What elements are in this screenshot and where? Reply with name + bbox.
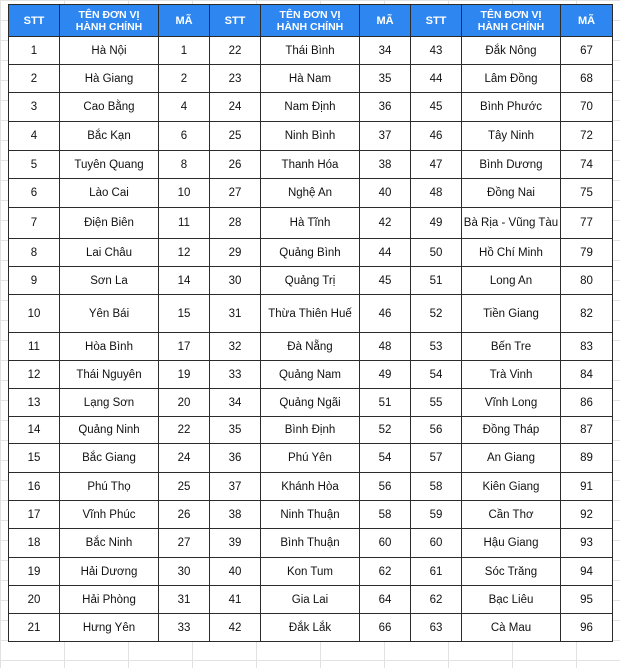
unit-name-cell: Quảng Nam (261, 361, 360, 389)
code-cell: 83 (561, 333, 613, 361)
stt-cell: 2 (9, 65, 60, 93)
stt-cell: 36 (210, 444, 261, 473)
table-row (9, 37, 613, 65)
table-row (9, 558, 613, 586)
table-row (9, 501, 613, 529)
header-unit-name-line1: TÊN ĐƠN VỊ (279, 8, 341, 21)
stt-cell: 6 (9, 179, 60, 208)
stt-cell: 44 (411, 65, 462, 93)
stt-cell: 60 (411, 529, 462, 558)
code-cell: 8 (159, 151, 210, 179)
code-cell: 77 (561, 208, 613, 239)
table-row (9, 295, 613, 333)
stt-cell: 30 (210, 267, 261, 295)
code-cell: 15 (159, 295, 210, 333)
code-cell: 34 (360, 37, 411, 65)
unit-name-cell: Hậu Giang (462, 529, 561, 558)
stt-cell: 17 (9, 501, 60, 529)
code-cell: 58 (360, 501, 411, 529)
stt-cell: 54 (411, 361, 462, 389)
unit-name-cell: Bắc Giang (60, 444, 159, 473)
table-row (9, 529, 613, 558)
table-row (9, 473, 613, 501)
unit-name-cell: Phú Thọ (60, 473, 159, 501)
stt-cell: 11 (9, 333, 60, 361)
stt-cell: 24 (210, 93, 261, 122)
unit-name-cell: Quảng Ninh (60, 417, 159, 444)
unit-name-cell: Long An (462, 267, 561, 295)
code-cell: 12 (159, 239, 210, 267)
code-cell: 75 (561, 179, 613, 208)
unit-name-cell: Hà Tĩnh (261, 208, 360, 239)
unit-name-cell: Nam Định (261, 93, 360, 122)
stt-cell: 19 (9, 558, 60, 586)
table-row (9, 444, 613, 473)
unit-name-cell: Bình Dương (462, 151, 561, 179)
unit-name-cell: Hà Nam (261, 65, 360, 93)
stt-cell: 49 (411, 208, 462, 239)
stt-cell: 3 (9, 93, 60, 122)
stt-cell: 45 (411, 93, 462, 122)
code-cell: 30 (159, 558, 210, 586)
unit-name-cell: Thanh Hóa (261, 151, 360, 179)
unit-name-cell: Lạng Sơn (60, 389, 159, 417)
stt-cell: 10 (9, 295, 60, 333)
stt-cell: 48 (411, 179, 462, 208)
code-cell: 84 (561, 361, 613, 389)
unit-name-cell: Ninh Thuận (261, 501, 360, 529)
table-row (9, 93, 613, 122)
unit-name-cell: Khánh Hòa (261, 473, 360, 501)
unit-name-cell: Trà Vinh (462, 361, 561, 389)
code-cell: 96 (561, 614, 613, 642)
header-unit-name-line2: HÀNH CHÍNH (276, 20, 344, 33)
header-stt: STT (210, 5, 261, 37)
stt-cell: 62 (411, 586, 462, 614)
code-cell: 70 (561, 93, 613, 122)
table-row (9, 586, 613, 614)
unit-name-cell: Tiền Giang (462, 295, 561, 333)
stt-cell: 55 (411, 389, 462, 417)
code-cell: 11 (159, 208, 210, 239)
code-cell: 1 (159, 37, 210, 65)
code-cell: 91 (561, 473, 613, 501)
stt-cell: 32 (210, 333, 261, 361)
unit-name-cell: Cần Thơ (462, 501, 561, 529)
stt-cell: 43 (411, 37, 462, 65)
code-cell: 80 (561, 267, 613, 295)
code-cell: 94 (561, 558, 613, 586)
stt-cell: 8 (9, 239, 60, 267)
unit-name-cell: Thái Bình (261, 37, 360, 65)
table-row (9, 208, 613, 239)
stt-cell: 23 (210, 65, 261, 93)
unit-name-cell: Hải Dương (60, 558, 159, 586)
stt-cell: 38 (210, 501, 261, 529)
code-cell: 48 (360, 333, 411, 361)
code-cell: 25 (159, 473, 210, 501)
code-cell: 38 (360, 151, 411, 179)
unit-name-cell: Sơn La (60, 267, 159, 295)
stt-cell: 5 (9, 151, 60, 179)
unit-name-cell: Sóc Trăng (462, 558, 561, 586)
code-cell: 68 (561, 65, 613, 93)
stt-cell: 18 (9, 529, 60, 558)
unit-name-cell: Tuyên Quang (60, 151, 159, 179)
code-cell: 52 (360, 417, 411, 444)
code-cell: 89 (561, 444, 613, 473)
unit-name-cell: Bình Phước (462, 93, 561, 122)
stt-cell: 58 (411, 473, 462, 501)
unit-name-cell: Hưng Yên (60, 614, 159, 642)
table-row (9, 361, 613, 389)
unit-name-cell: Hà Giang (60, 65, 159, 93)
stt-cell: 34 (210, 389, 261, 417)
table-row (9, 65, 613, 93)
table-row (9, 179, 613, 208)
code-cell: 74 (561, 151, 613, 179)
unit-name-cell: Vĩnh Long (462, 389, 561, 417)
stt-cell: 28 (210, 208, 261, 239)
unit-name-cell: Phú Yên (261, 444, 360, 473)
header-code: MÃ (159, 5, 210, 37)
table-body (9, 37, 613, 642)
unit-name-cell: Đà Nẵng (261, 333, 360, 361)
header-unit-name-line2: HÀNH CHÍNH (75, 20, 143, 33)
province-code-table (8, 4, 613, 642)
table-row (9, 267, 613, 295)
code-cell: 87 (561, 417, 613, 444)
stt-cell: 57 (411, 444, 462, 473)
code-cell: 33 (159, 614, 210, 642)
code-cell: 36 (360, 93, 411, 122)
header-unit-name (60, 5, 159, 37)
stt-cell: 14 (9, 417, 60, 444)
code-cell: 60 (360, 529, 411, 558)
stt-cell: 21 (9, 614, 60, 642)
unit-name-cell: Nghệ An (261, 179, 360, 208)
stt-cell: 33 (210, 361, 261, 389)
unit-name-cell: Thừa Thiên Huế (261, 295, 360, 333)
code-cell: 46 (360, 295, 411, 333)
code-cell: 10 (159, 179, 210, 208)
header-unit-name-line1: TÊN ĐƠN VỊ (480, 8, 542, 21)
unit-name-cell: Vĩnh Phúc (60, 501, 159, 529)
table-row (9, 614, 613, 642)
code-cell: 93 (561, 529, 613, 558)
unit-name-cell: Ninh Bình (261, 122, 360, 151)
stt-cell: 40 (210, 558, 261, 586)
unit-name-cell: Bà Rịa - Vũng Tàu (462, 208, 561, 239)
unit-name-cell: Tây Ninh (462, 122, 561, 151)
unit-name-cell: Hải Phòng (60, 586, 159, 614)
stt-cell: 56 (411, 417, 462, 444)
stt-cell: 4 (9, 122, 60, 151)
code-cell: 17 (159, 333, 210, 361)
code-cell: 79 (561, 239, 613, 267)
stt-cell: 15 (9, 444, 60, 473)
unit-name-cell: Bến Tre (462, 333, 561, 361)
code-cell: 4 (159, 93, 210, 122)
header-unit-name (261, 5, 360, 37)
code-cell: 35 (360, 65, 411, 93)
code-cell: 92 (561, 501, 613, 529)
code-cell: 64 (360, 586, 411, 614)
unit-name-cell: Bình Định (261, 417, 360, 444)
header-code: MÃ (561, 5, 613, 37)
unit-name-cell: Đắk Lắk (261, 614, 360, 642)
code-cell: 19 (159, 361, 210, 389)
stt-cell: 31 (210, 295, 261, 333)
stt-cell: 7 (9, 208, 60, 239)
stt-cell: 37 (210, 473, 261, 501)
stt-cell: 63 (411, 614, 462, 642)
stt-cell: 16 (9, 473, 60, 501)
stt-cell: 13 (9, 389, 60, 417)
stt-cell: 41 (210, 586, 261, 614)
unit-name-cell: Cao Bằng (60, 93, 159, 122)
code-cell: 6 (159, 122, 210, 151)
stt-cell: 12 (9, 361, 60, 389)
unit-name-cell: Lào Cai (60, 179, 159, 208)
header-unit-name-line1: TÊN ĐƠN VỊ (78, 8, 140, 21)
unit-name-cell: Đắk Nông (462, 37, 561, 65)
stt-cell: 52 (411, 295, 462, 333)
table-row (9, 389, 613, 417)
unit-name-cell: Bắc Ninh (60, 529, 159, 558)
header-stt: STT (9, 5, 60, 37)
unit-name-cell: Thái Nguyên (60, 361, 159, 389)
unit-name-cell: Quảng Bình (261, 239, 360, 267)
stt-cell: 20 (9, 586, 60, 614)
code-cell: 66 (360, 614, 411, 642)
unit-name-cell: Bạc Liêu (462, 586, 561, 614)
code-cell: 42 (360, 208, 411, 239)
code-cell: 14 (159, 267, 210, 295)
table-row (9, 122, 613, 151)
unit-name-cell: An Giang (462, 444, 561, 473)
header-unit-name (462, 5, 561, 37)
unit-name-cell: Hà Nội (60, 37, 159, 65)
code-cell: 86 (561, 389, 613, 417)
code-cell: 54 (360, 444, 411, 473)
stt-cell: 42 (210, 614, 261, 642)
stt-cell: 59 (411, 501, 462, 529)
unit-name-cell: Bắc Kạn (60, 122, 159, 151)
unit-name-cell: Lâm Đồng (462, 65, 561, 93)
table-row (9, 239, 613, 267)
unit-name-cell: Bình Thuận (261, 529, 360, 558)
unit-name-cell: Gia Lai (261, 586, 360, 614)
table-row (9, 417, 613, 444)
code-cell: 2 (159, 65, 210, 93)
code-cell: 56 (360, 473, 411, 501)
stt-cell: 46 (411, 122, 462, 151)
unit-name-cell: Quảng Trị (261, 267, 360, 295)
code-cell: 20 (159, 389, 210, 417)
unit-name-cell: Hồ Chí Minh (462, 239, 561, 267)
stt-cell: 35 (210, 417, 261, 444)
header-stt: STT (411, 5, 462, 37)
code-cell: 27 (159, 529, 210, 558)
table-header-row (9, 5, 613, 37)
unit-name-cell: Kon Tum (261, 558, 360, 586)
unit-name-cell: Quảng Ngãi (261, 389, 360, 417)
stt-cell: 22 (210, 37, 261, 65)
code-cell: 40 (360, 179, 411, 208)
stt-cell: 50 (411, 239, 462, 267)
stt-cell: 1 (9, 37, 60, 65)
stt-cell: 51 (411, 267, 462, 295)
code-cell: 31 (159, 586, 210, 614)
stt-cell: 47 (411, 151, 462, 179)
code-cell: 95 (561, 586, 613, 614)
code-cell: 44 (360, 239, 411, 267)
unit-name-cell: Điện Biên (60, 208, 159, 239)
code-cell: 72 (561, 122, 613, 151)
stt-cell: 61 (411, 558, 462, 586)
stt-cell: 29 (210, 239, 261, 267)
unit-name-cell: Cà Mau (462, 614, 561, 642)
code-cell: 82 (561, 295, 613, 333)
header-unit-name-line2: HÀNH CHÍNH (477, 20, 545, 33)
header-code: MÃ (360, 5, 411, 37)
code-cell: 49 (360, 361, 411, 389)
table-row (9, 151, 613, 179)
code-cell: 26 (159, 501, 210, 529)
unit-name-cell: Đồng Tháp (462, 417, 561, 444)
code-cell: 62 (360, 558, 411, 586)
code-cell: 37 (360, 122, 411, 151)
unit-name-cell: Đồng Nai (462, 179, 561, 208)
code-cell: 24 (159, 444, 210, 473)
stt-cell: 53 (411, 333, 462, 361)
code-cell: 45 (360, 267, 411, 295)
unit-name-cell: Kiên Giang (462, 473, 561, 501)
stt-cell: 25 (210, 122, 261, 151)
table-row (9, 333, 613, 361)
stt-cell: 39 (210, 529, 261, 558)
stt-cell: 26 (210, 151, 261, 179)
code-cell: 22 (159, 417, 210, 444)
unit-name-cell: Hòa Bình (60, 333, 159, 361)
code-cell: 51 (360, 389, 411, 417)
stt-cell: 27 (210, 179, 261, 208)
code-cell: 67 (561, 37, 613, 65)
unit-name-cell: Lai Châu (60, 239, 159, 267)
stt-cell: 9 (9, 267, 60, 295)
unit-name-cell: Yên Bái (60, 295, 159, 333)
